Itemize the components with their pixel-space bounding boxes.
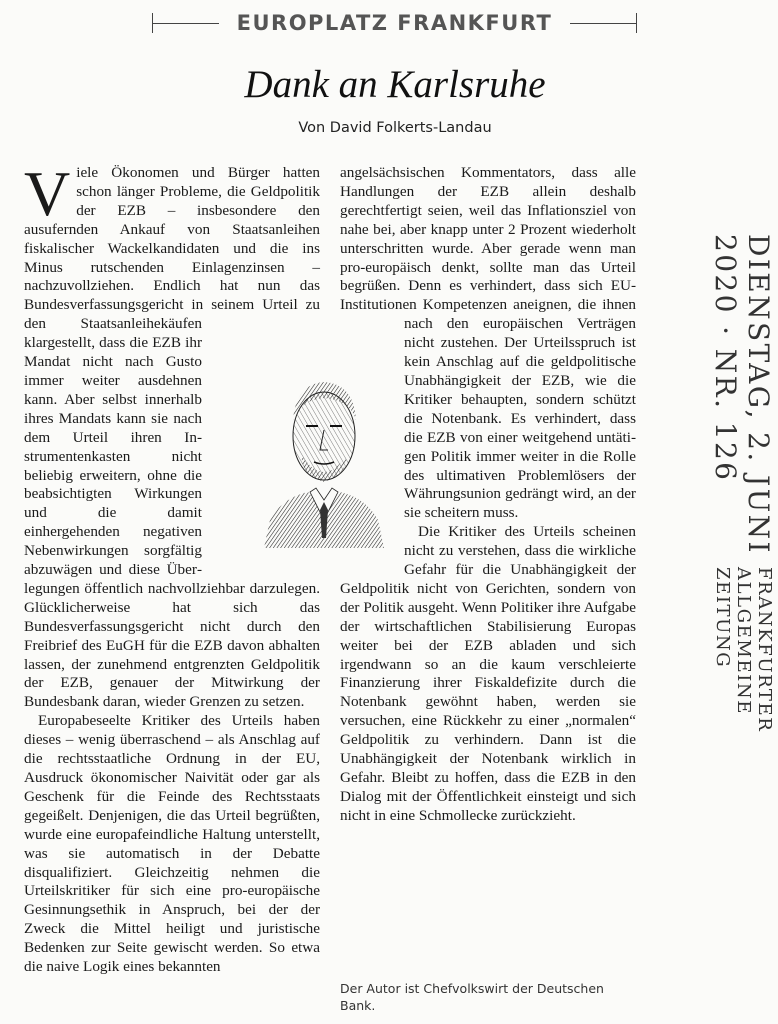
headline: Dank an Karlsruhe	[244, 63, 546, 106]
drop-cap: V	[24, 158, 71, 229]
article-paragraph-1: iele Ökonomen und Bürger hatten schon länger Probleme, die Geldpolitik der EZB – insbesondere den ausufernden Ankauf von Staatsanleihen fiskalischer Wackelkandidaten und die ins Minus rutschenden Einlagenzinsen – nachzuvollziehen. Endlich hat nun das Bundesverfassungsgericht in seinem Urteil zu den Staatsanleihekäufen klargestellt, dass die EZB ihr Mandat nicht nach Gusto immer weiter ausdehnen kann. Aber selbst innerhalb ihres Mandats kann sie nach dem Urteil ihren Instrumentenkasten nicht beliebig erweitern, ohne die beabsichtigten Wirkungen und die damit einhergehenden negativen Nebenwirkungen sorgfältig abzuwägen und diese Überlegungen öffentlich nachvollziehbar darzulegen. Glücklicherweise hat sich das Bundesverfassungsgericht nicht durch den Freibrief des EuGH für die EZB davon abhalten lassen, der zunehmend entgrenzten Geldpolitik der EZB, genauer der Mitwirkung der Bundesbank daran, wieder Grenzen zu setzen.	[24, 164, 320, 711]
article-paragraph-2: Europabeseelte Kritiker des Urteils haben dieses – wenig überraschend – als Anschlag auf die rechtsstaatliche Ordnung in der EU, Ausdruck ökonomischer Naivität oder gar als Geschenk für die Feinde des Rechtsstaats gegeißelt. Denjenigen, die das Urteil begrüßten, wurde eine europafeindliche Haltung unterstellt, was sie automatisch in der Debatte disqualifiziert. Gleichzeitig nehmen die Urteilskritiker für sich eine pro-europäische Gesinnungsethik in Anspruch, bei der der Zweck die Mittel heiligt und juristische Bedenken zur Seite gewischt werden. So etwa die naive Logik eines bekannten	[24, 712, 320, 976]
section-label: EUROPLATZ FRANKFURT	[236, 11, 553, 35]
author-note: Der Autor ist Chefvolkswirt der Deutschen Bank.	[340, 981, 604, 1013]
issue-date: DIENSTAG, 2. JUNI 2020 · NR. 126	[709, 234, 775, 555]
article-column-1	[24, 158, 320, 977]
author-portrait	[262, 370, 386, 548]
section-rule-right	[570, 23, 636, 24]
masthead-vertical	[655, 234, 775, 814]
section-rule-left	[153, 23, 219, 24]
newspaper-name: FRANKFURTER ALLGEMEINE ZEITUNG	[712, 567, 775, 733]
article-paragraph-3: Die Kritiker des Urteils scheinen nicht zu verstehen, dass die wirkliche Gefahr für die Unabhängigkeit der Geldpolitik nicht von Gerichten, sondern von der Politik ausgeht. Wenn Politiker ihre Aufgabe der wirtschaftlichen Stabilisierung Europas weiter bei der EZB abladen und sich irgendwann so an die kaum verschleierte Finanzierung ihrer Fiskaldefizite durch die Notenbank gewöhnt haben, werden sie versuchen, eine Rückkehr zu einer „normalen“ Geldpolitik zu verhindern. Dann ist die Unabhängigkeit der Notenbank wirklich in Gefahr. Bleibt zu hoffen, dass die EZB in den Dialog mit der Öffentlichkeit einsteigt und sich nicht in eine Schmollecke zurückzieht.	[340, 523, 636, 824]
section-header	[152, 6, 637, 40]
article-paragraph-2-continued: angelsächsischen Kommentators, dass alle Handlungen der EZB allein deshalb gerechtfertigt seien, weil das Inflationsziel von nahe bei, aber knapp unter 2 Prozent wiederholt unterschritten wurde. Aber gerade wenn man pro-europäisch denkt, sollte man das Urteil begrüßen. Denn es verhindert, dass sich EU-Institutionen Kompetenzen aneignen, die ihnen nach den europäischen Verträgen nicht zustehen. Der Urteilsspruch ist kein Anschlag auf die geldpolitische Unabhängigkeit der EZB, wie die Kritiker behaupten, sondern schützt die Notenbank. Es verhindert, dass die EZB von einer weitgehend untätigen Politik immer weiter in die Rolle des ultimativen Problemlösers der Währungsunion gedrängt wird, an der sie scheitern muss.	[340, 164, 636, 522]
byline: Von David Folkerts-Landau	[298, 120, 492, 136]
section-rule-tick-right	[636, 13, 637, 33]
